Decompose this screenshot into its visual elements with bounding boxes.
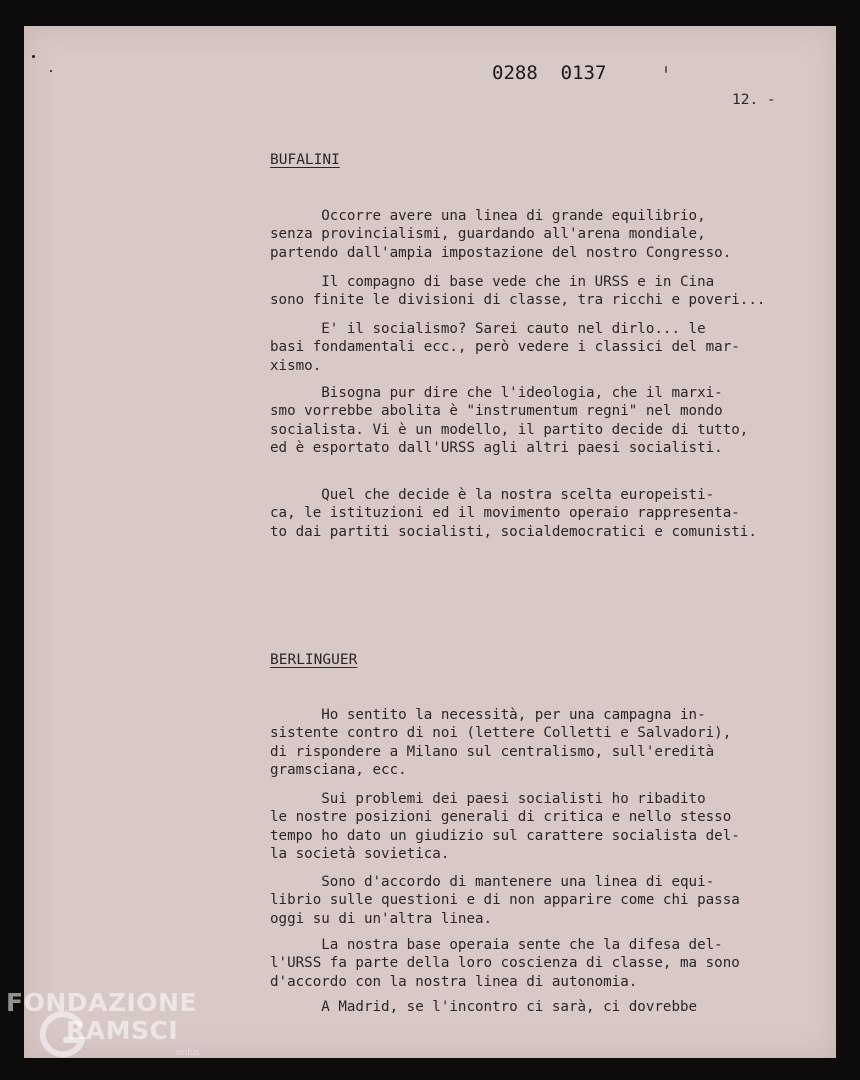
text-line: sistente contro di noi (lettere Colletti e Salvadori), [270, 725, 732, 742]
dust-speck [665, 66, 667, 73]
text-line: oggi su di un'altra linea. [270, 910, 493, 927]
dust-speck [32, 55, 35, 58]
text-line: la società sovietica. [270, 846, 450, 863]
text-line: senza provincialismi, guardando all'arena mondiale, [270, 226, 706, 243]
text-line: Quel che decide è la nostra scelta europeisti- [270, 487, 715, 503]
paragraph [270, 998, 697, 1016]
speaker-heading: BERLINGUER [270, 652, 358, 668]
paragraph [270, 207, 731, 262]
paragraph [270, 486, 757, 541]
text-line: Sui problemi dei paesi socialisti ho ribadito [270, 791, 706, 807]
fondazione-gramsci-watermark [6, 988, 226, 1078]
text-line: to dai partiti socialisti, socialdemocratici e comunisti. [270, 523, 757, 540]
text-line: basi fondamentali ecc., però vedere i classici del mar- [270, 339, 740, 356]
text-line: ca, le istituzioni ed il movimento operaio rappresenta- [270, 505, 740, 522]
paragraph [270, 790, 740, 864]
paragraph [270, 384, 748, 458]
speaker-heading: BUFALINI [270, 152, 340, 168]
text-line: Il compagno di base vede che in URSS e in Cina [270, 274, 715, 290]
paragraph [270, 936, 740, 991]
watermark-line2: RAMSCI [66, 1016, 179, 1045]
text-line: d'accordo con la nostra linea di autonomia. [270, 973, 638, 990]
text-line: E' il socialismo? Sarei cauto nel dirlo... le [270, 321, 706, 337]
paragraph [270, 873, 740, 928]
text-line: tempo ho dato un giudizio sul carattere socialista del- [270, 827, 740, 844]
text-line: Bisogna pur dire che l'ideologia, che il marxi- [270, 385, 723, 401]
dust-speck [50, 70, 52, 72]
text-line: xismo. [270, 357, 322, 374]
text-line: socialista. Vi è un modello, il partito decide di tutto, [270, 421, 749, 438]
text-line: di rispondere a Milano sul centralismo, sull'eredità [270, 743, 715, 760]
text-line: l'URSS fa parte della loro coscienza di classe, ma sono [270, 955, 740, 972]
text-line: Ho sentito la necessità, per una campagna in- [270, 707, 706, 723]
text-line: le nostre posizioni generali di critica e nello stesso [270, 809, 732, 826]
archive-number: 0288 0137 [492, 62, 607, 84]
watermark-suffix: onlus [176, 1048, 201, 1058]
text-line: smo vorrebbe abolita è "instrumentum regni" nel mondo [270, 403, 723, 420]
text-line: La nostra base operaia sente che la difesa del- [270, 937, 723, 953]
text-line: Occorre avere una linea di grande equilibrio, [270, 208, 706, 224]
text-line: sono finite le divisioni di classe, tra ricchi e poveri... [270, 292, 766, 309]
text-line: Sono d'accordo di mantenere una linea di equi- [270, 874, 715, 890]
watermark-line1: FONDAZIONE [6, 988, 198, 1017]
text-line: ed è esportato dall'URSS agli altri paesi socialisti. [270, 440, 723, 457]
text-line: A Madrid, se l'incontro ci sarà, ci dovrebbe [270, 999, 698, 1015]
page-number: 12. - [732, 92, 776, 108]
paragraph [270, 706, 731, 780]
paragraph [270, 273, 765, 310]
text-line: librio sulle questioni e di non apparire come chi passa [270, 892, 740, 909]
paragraph [270, 320, 740, 375]
text-line: gramsciana, ecc. [270, 762, 407, 779]
text-line: partendo dall'ampia impostazione del nostro Congresso. [270, 244, 732, 261]
